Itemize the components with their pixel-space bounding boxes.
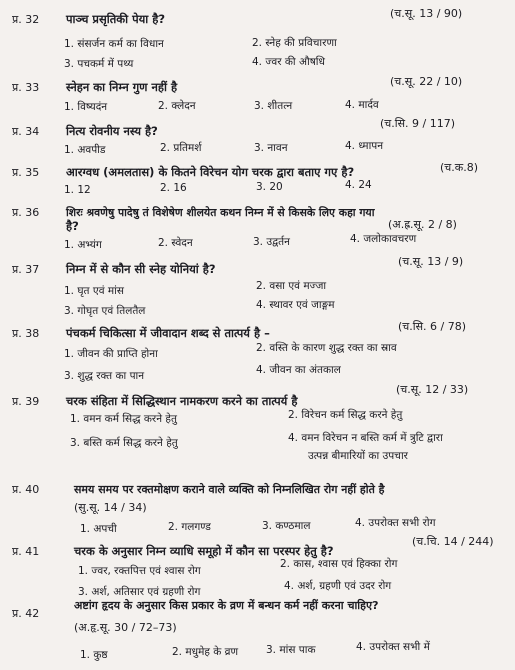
option-4: 4. वमन विरेचन न बस्ति कर्म में त्रुटि द्वारा [288,432,443,444]
option-2: 2. कास, श्वास एवं हिक्का रोग [280,558,398,570]
option-2: 2. वस्ति के कारण शुद्ध रक्त का स्राव [256,342,397,354]
option-2: 2. विरेचन कर्म सिद्ध करने हेतु [288,409,403,421]
question-text: चरक के अनुसार निम्न व्याधि समूहो में कौन सा परस्पर हेतु है? [74,544,334,558]
option-4: 4. ध्मापन [345,140,384,152]
question-number: प्र. 35 [12,166,40,179]
option-1: 1. 12 [64,184,91,196]
option-2: 2. स्वेदन [158,237,193,249]
question-number: प्र. 36 [12,206,40,219]
option-2: 2. गलगण्ड [168,521,211,533]
question-number: प्र. 39 [12,395,40,408]
question-text: पंचकर्म चिकित्सा में जीवादान शब्द से तात्पर्य है – [66,326,270,340]
option-3: 3. नावन [254,142,288,154]
option-3: 3. उद्वर्तन [253,236,290,248]
question-reference: (सु.सू. 14 / 34) [74,501,147,514]
option-2: 2. मधुमेह के व्रण [172,646,239,658]
option-3: 3. 20 [256,181,283,193]
option-4: 4. ज्वर की औषधि [252,56,325,68]
option-1: 1. अपची [80,523,117,535]
question-number: प्र. 38 [12,327,40,340]
option-1: 1. घृत एवं मांस [64,285,124,297]
question-number: प्र. 33 [12,81,40,94]
question-reference: (च.सू. 13 / 9) [398,255,464,268]
question-reference: (च.सू. 22 / 10) [390,75,463,88]
option-2: 2. वसा एवं मज्जा [256,280,327,292]
option-4-continued: उत्पन्न बीमारियों का उपचार [308,450,408,462]
question-text-continued: है? [66,219,79,233]
option-3: 3. शुद्ध रक्त का पान [64,370,145,382]
option-1: 1. कुष्ठ [80,649,108,661]
option-2: 2. स्नेह की प्रविचारणा [252,37,337,49]
question-reference: (अ.हृ.सू. 30 / 72–73) [74,621,177,634]
question-reference: (च.सू. 12 / 33) [396,383,469,396]
option-4: 4. स्थावर एवं जाङ्गम [256,299,335,311]
option-1: 1. अवपीड [64,144,106,156]
question-reference: (अ.ह्र.सू. 2 / 8) [388,218,457,231]
question-reference: (च.क.8) [440,161,479,174]
question-text: अष्टांग हृदय के अनुसार किस प्रकार के व्रण में बन्धन कर्म नहीं करना चाहिए? [74,599,379,612]
option-1: 1. जीवन की प्राप्ति होना [64,348,158,360]
option-3: 3. शीतत्न [254,100,293,112]
question-reference: (च.चि. 14 / 244) [412,535,494,548]
option-1: 1. वमन कर्म सिद्ध करने हेतु [70,413,177,425]
question-text: स्नेहन का निम्न गुण नहीं है [66,80,178,94]
question-reference: (च.सि. 6 / 78) [398,320,467,333]
option-3: 3. मांस पाक [266,644,316,656]
question-number: प्र. 34 [12,125,40,138]
question-number: प्र. 37 [12,263,40,276]
question-text: शिरः श्रवणेषु पादेषु तं विशेषेण शीलयेत कथन निम्न में से किसके लिए कहा गया [66,206,375,219]
option-4: 4. उपरोक्त सभी रोग [355,517,436,529]
question-number: प्र. 32 [12,13,40,26]
question-text: निम्न में से कौन सी स्नेह योनियां है? [66,262,216,276]
question-reference: (च.सि. 9 / 117) [380,117,456,130]
option-1: 1. ज्वर, रक्तपित्त एवं श्वास रोग [78,565,201,577]
question-text: आरग्वध (अमलतास) के कितने विरेचन योग चरक द्वारा बताए गए है? [66,165,355,179]
option-2: 2. 16 [160,182,187,194]
option-4: 4. अर्श, ग्रहणी एवं उदर रोग [284,580,392,592]
question-text: चरक संहिता में सिद्धिस्थान नामकरण करने का तात्पर्य है [66,394,298,408]
option-1: 1. संसर्जन कर्म का विधान [64,38,164,50]
option-4: 4. 24 [345,179,372,191]
option-3: 3. अर्श, अतिसार एवं ग्रहणी रोग [78,586,201,598]
option-4: 4. जीवन का अंतकाल [256,364,341,376]
option-1: 1. विष्यदंन [64,101,108,113]
option-3: 3. बस्ति कर्म सिद्ध करने हेतु [70,437,178,449]
question-number: प्र. 42 [12,607,40,620]
question-text: नित्य रोवनीय नस्य है? [66,124,158,138]
question-reference: (च.सू. 13 / 90) [390,7,463,20]
option-4: 4. जलोकावचरण [350,233,417,245]
question-text: पाञ्च प्रसृतिकी पेया है? [66,12,166,26]
question-number: प्र. 41 [12,545,40,558]
question-number: प्र. 40 [12,483,40,496]
option-3: 3. पचकर्म में पथ्य [64,58,134,70]
option-2: 2. प्रतिमर्श [160,142,202,154]
question-text: समय समय पर रक्तमोक्षण कराने वाले व्यक्ति को निम्नलिखित रोग नहीं होते है [74,483,385,496]
option-2: 2. क्लेदन [158,100,196,112]
option-3: 3. कण्ठमाल [262,520,311,532]
option-4: 4. मार्दव [345,99,379,111]
option-1: 1. अभ्यंग [64,239,102,251]
option-4: 4. उपरोक्त सभी में [356,641,430,653]
option-3: 3. गोघृत एवं तिलतैल [64,305,146,317]
